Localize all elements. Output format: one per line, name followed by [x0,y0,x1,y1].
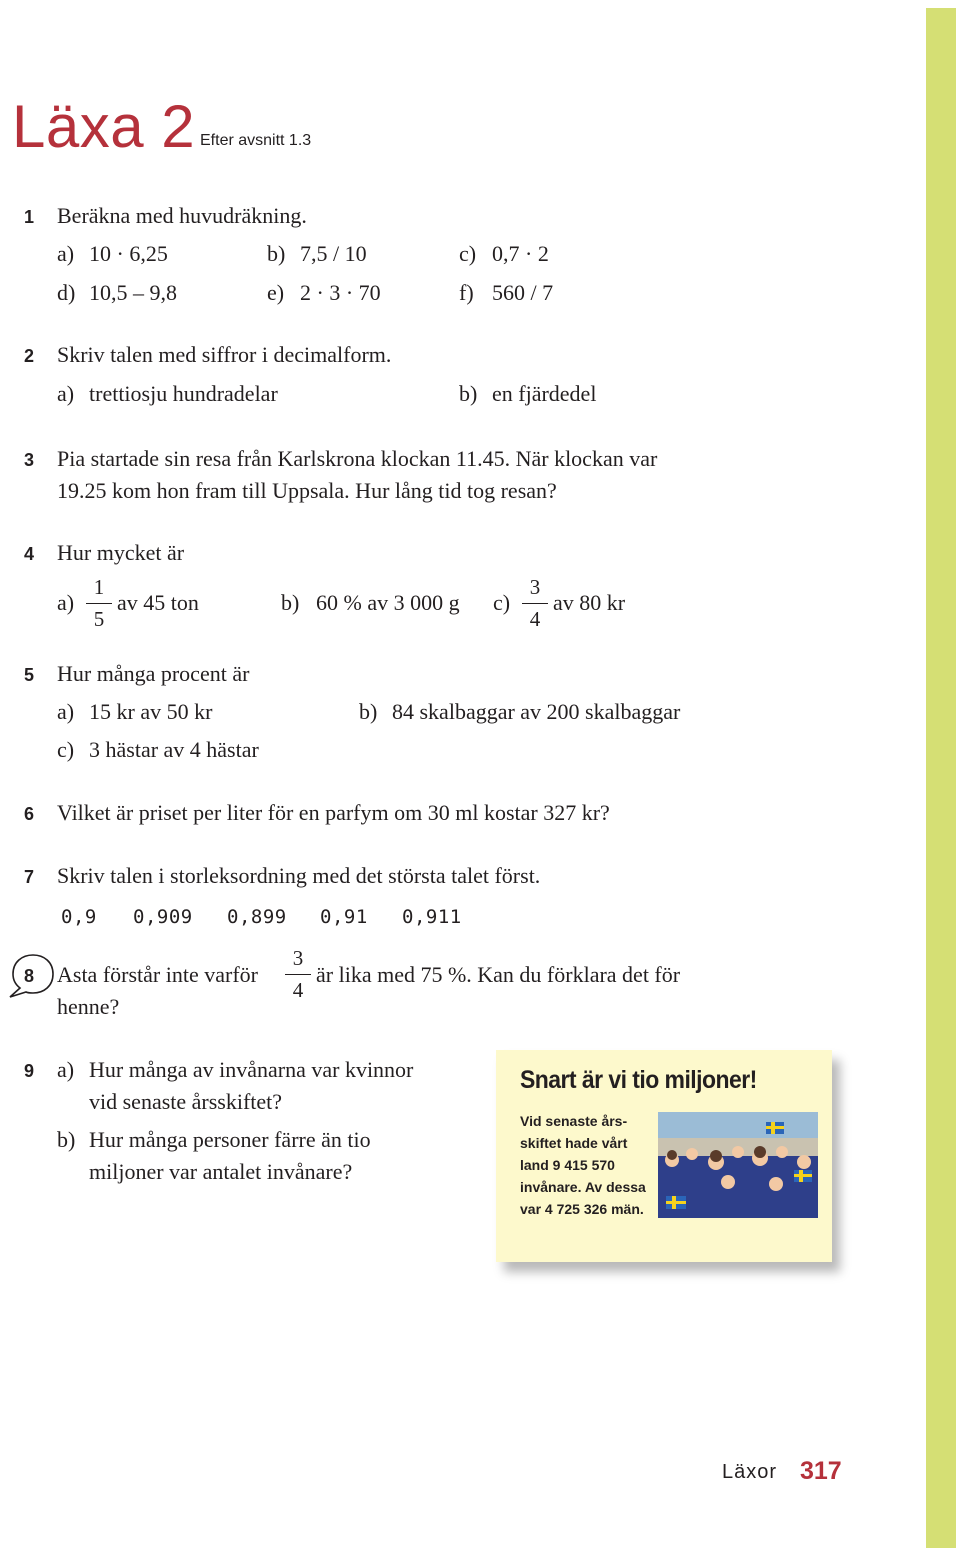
question-2-number: 2 [24,346,35,366]
question-3-line-2: 19.25 kom hon fram till Uppsala. Hur lång tid tog resan? [57,478,557,503]
q5-a-text: 15 kr av 50 kr [89,699,213,724]
question-7-number: 7 [24,867,35,887]
page-subtitle: Efter avsnitt 1.3 [200,132,312,149]
q9-a-line-1: Hur många av invånarna var kvinnor [89,1057,414,1082]
q4-b-label: b) [281,590,300,615]
q1-c-label: c) [459,241,477,266]
question-6-text: Vilket är priset per liter för en parfym om 30 ml kostar 327 kr? [57,800,610,825]
q8-denominator: 4 [292,978,304,1003]
question-4-prompt: Hur mycket är [57,540,185,565]
question-1-number: 1 [24,207,35,227]
q7-value-2: 0,909 [133,906,193,928]
q5-b-text: 84 skalbaggar av 200 skalbaggar [392,699,681,724]
q4-c-text: av 80 kr [553,590,626,615]
question-1-prompt: Beräkna med huvudräkning. [57,203,307,228]
q1-a-expr: 10 · 6,25 [89,241,168,266]
q4-a-label: a) [57,590,75,615]
q5-c-text: 3 hästar av 4 hästar [89,737,259,762]
q1-d-label: d) [57,280,76,305]
q7-value-5: 0,911 [402,906,462,928]
q1-f-expr: 560 / 7 [492,280,554,305]
q1-f-label: f) [459,280,474,305]
q5-c-label: c) [57,737,75,762]
crowd-photo [658,1112,818,1218]
fraction-bar [86,603,112,604]
q8-numerator: 3 [292,946,304,970]
q4-c-label: c) [493,590,511,615]
q7-value-3: 0,899 [227,906,287,928]
q2-b-label: b) [459,381,478,406]
question-7-prompt: Skriv talen i storleksordning med det största talet först. [57,863,541,888]
q8-text-after: är lika med 75 %. Kan du förklara det för [316,962,681,987]
q2-b-text: en fjärdedel [492,381,597,406]
q1-e-expr: 2 · 3 · 70 [300,280,381,305]
clipping-line-2: skiftet hade vårt [520,1135,628,1151]
fraction-bar [285,974,311,975]
q1-b-label: b) [267,241,286,266]
q9-b-line-2: miljoner var antalet invånare? [89,1159,353,1184]
q4-a-numerator: 1 [93,575,105,599]
q2-a-label: a) [57,381,75,406]
q4-a-fraction [86,577,112,630]
q5-a-label: a) [57,699,75,724]
q4-b-text: 60 % av 3 000 g [316,590,460,615]
clipping-body [520,1110,660,1220]
page-edge-band [926,8,956,1548]
clipping-line-3: land 9 415 570 [520,1157,615,1173]
q9-b-line-1: Hur många personer färre än tio [89,1127,371,1152]
q9-b-label: b) [57,1127,76,1152]
q9-a-label: a) [57,1057,75,1082]
page-title: Läxa 2 [12,93,196,160]
question-6-number: 6 [24,804,35,824]
q4-c-numerator: 3 [529,575,541,599]
question-2-prompt: Skriv talen med siffror i decimalform. [57,342,392,367]
fraction-bar [522,603,548,604]
clipping-line-5: var 4 725 326 män. [520,1201,644,1217]
question-3-number: 3 [24,450,35,470]
newspaper-clipping [496,1050,832,1262]
q1-a-label: a) [57,241,75,266]
q4-c-denominator: 4 [529,607,541,632]
clipping-line-4: invånare. Av dessa [520,1179,646,1195]
question-4-number: 4 [24,544,35,564]
clipping-headline: Snart är vi tio miljoner! [520,1066,757,1094]
q4-c-fraction [522,577,548,630]
q2-a-text: trettiosju hundradelar [89,381,278,406]
q7-value-1: 0,9 [61,906,97,928]
q8-line-2: henne? [57,994,120,1019]
question-9-number: 9 [24,1061,35,1081]
page-number: 317 [800,1457,842,1485]
q4-a-text: av 45 ton [117,590,199,615]
q7-value-4: 0,91 [320,906,368,928]
question-5-prompt: Hur många procent är [57,661,250,686]
q1-d-expr: 10,5 – 9,8 [89,280,177,305]
q1-c-expr: 0,7 · 2 [492,241,549,266]
q5-b-label: b) [359,699,378,724]
q1-e-label: e) [267,280,285,305]
q9-a-line-2: vid senaste årsskiftet? [89,1089,283,1114]
question-3-line-1: Pia startade sin resa från Karlskrona klockan 11.45. När klockan var [57,446,658,471]
q1-b-expr: 7,5 / 10 [300,241,367,266]
q8-fraction [285,948,311,1001]
clipping-line-1: Vid senaste års- [520,1113,628,1129]
question-5-number: 5 [24,665,35,685]
q8-text-before: Asta förstår inte varför [57,962,258,987]
q4-a-denominator: 5 [93,607,105,632]
footer-section-label: Läxor [722,1461,778,1483]
question-8-number: 8 [24,966,35,986]
